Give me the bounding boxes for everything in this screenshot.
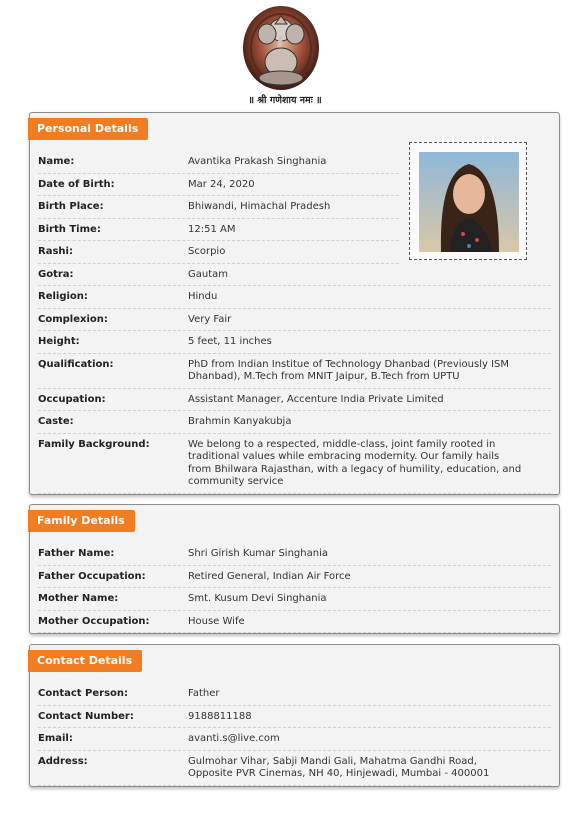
detail-value: 9188811188 [188, 710, 252, 722]
detail-row-name [38, 151, 399, 174]
detail-value: Father [188, 688, 220, 699]
detail-value: 12:51 AM [188, 223, 236, 235]
detail-row-contact-number [38, 706, 551, 729]
contact-details-card [29, 644, 560, 787]
detail-label: Birth Place: [38, 201, 104, 212]
detail-row-rashi [38, 241, 399, 264]
detail-label: Address: [38, 755, 88, 767]
detail-row-birth-place [38, 196, 399, 219]
detail-row-contact-person [38, 683, 551, 706]
contact-details-title: Contact Details [28, 650, 142, 672]
detail-row-address [38, 751, 551, 786]
family-details-card [29, 504, 560, 634]
detail-row-height [38, 331, 551, 354]
detail-row-father-occupation [38, 566, 551, 589]
detail-label: Birth Time: [38, 223, 101, 235]
detail-label: Contact Person: [38, 688, 129, 699]
personal-details-rows [38, 151, 551, 494]
detail-label: Father Occupation: [38, 570, 146, 582]
detail-row-email [38, 728, 551, 751]
detail-value: Scorpio [188, 246, 226, 257]
family-details-rows [38, 543, 551, 633]
detail-row-qualification [38, 354, 551, 389]
detail-label: Date of Birth: [38, 178, 115, 190]
detail-row-caste [38, 411, 551, 434]
detail-value: Brahmin Kanyakubja [188, 416, 292, 427]
contact-details-rows [38, 683, 551, 786]
detail-label: Height: [38, 336, 80, 347]
detail-value: Smt. Kusum Devi Singhania [188, 593, 327, 604]
detail-value: Assistant Manager, Accenture India Private Limited [188, 393, 444, 405]
detail-value: Gulmohar Vihar, Sabji Mandi Gali, Mahatma Gandhi Road, Opposite PVR Cinemas, NH 40, Hinjewadi, Mumbai - 400001 [188, 755, 490, 779]
detail-row-father-name [38, 543, 551, 566]
detail-label: Complexion: [38, 313, 108, 325]
detail-row-complexion [38, 309, 551, 332]
detail-label: Email: [38, 733, 73, 744]
detail-value: Very Fair [188, 313, 232, 325]
detail-label: Mother Occupation: [38, 615, 150, 627]
detail-label: Religion: [38, 291, 88, 302]
family-details-title: Family Details [28, 510, 135, 532]
detail-value: avanti.s@live.com [188, 733, 280, 744]
detail-label: Caste: [38, 416, 74, 427]
detail-label: Gotra: [38, 268, 74, 280]
detail-row-occupation [38, 389, 551, 412]
detail-label: Rashi: [38, 246, 73, 257]
detail-row-birth-time [38, 219, 399, 242]
detail-value: Gautam [188, 268, 229, 280]
detail-row-religion [38, 286, 551, 309]
detail-value: House Wife [188, 615, 245, 627]
detail-label: Father Name: [38, 548, 115, 559]
detail-value: Bhiwandi, Himachal Pradesh [188, 201, 331, 212]
detail-row-gotra [38, 264, 551, 287]
detail-row-dob [38, 174, 399, 197]
detail-label: Occupation: [38, 393, 106, 405]
detail-label: Name: [38, 156, 75, 167]
ganesha-emblem-icon [241, 4, 321, 92]
detail-value: Retired General, Indian Air Force [188, 570, 351, 582]
page-header [0, 0, 586, 110]
detail-value: Hindu [188, 291, 218, 302]
detail-value: Avantika Prakash Singhania [188, 156, 327, 167]
detail-value: We belong to a respected, middle-class, joint family rooted in traditional values while embracing modernity. Our family hails from Bhilwara Rajasthan, with a legacy of humility, education, and community service [188, 438, 522, 487]
detail-value: PhD from Indian Institue of Technology Dhanbad (Previously ISM Dhanbad), M.Tech from MNIT Jaipur, B.Tech from UPTU [188, 358, 510, 382]
detail-label: Mother Name: [38, 593, 119, 604]
detail-label: Family Background: [38, 438, 150, 450]
detail-row-mother-name [38, 588, 551, 611]
detail-value: Mar 24, 2020 [188, 178, 255, 190]
invocation-text: ॥ श्री गणेशाय नमः ॥ [248, 95, 322, 106]
detail-value: 5 feet, 11 inches [188, 336, 272, 347]
detail-row-family-background [38, 434, 551, 494]
personal-details-card [29, 112, 560, 495]
detail-label: Contact Number: [38, 710, 134, 722]
detail-value: Shri Girish Kumar Singhania [188, 548, 328, 559]
detail-label: Qualification: [38, 358, 114, 370]
detail-row-mother-occupation [38, 611, 551, 634]
personal-details-title: Personal Details [28, 118, 148, 140]
